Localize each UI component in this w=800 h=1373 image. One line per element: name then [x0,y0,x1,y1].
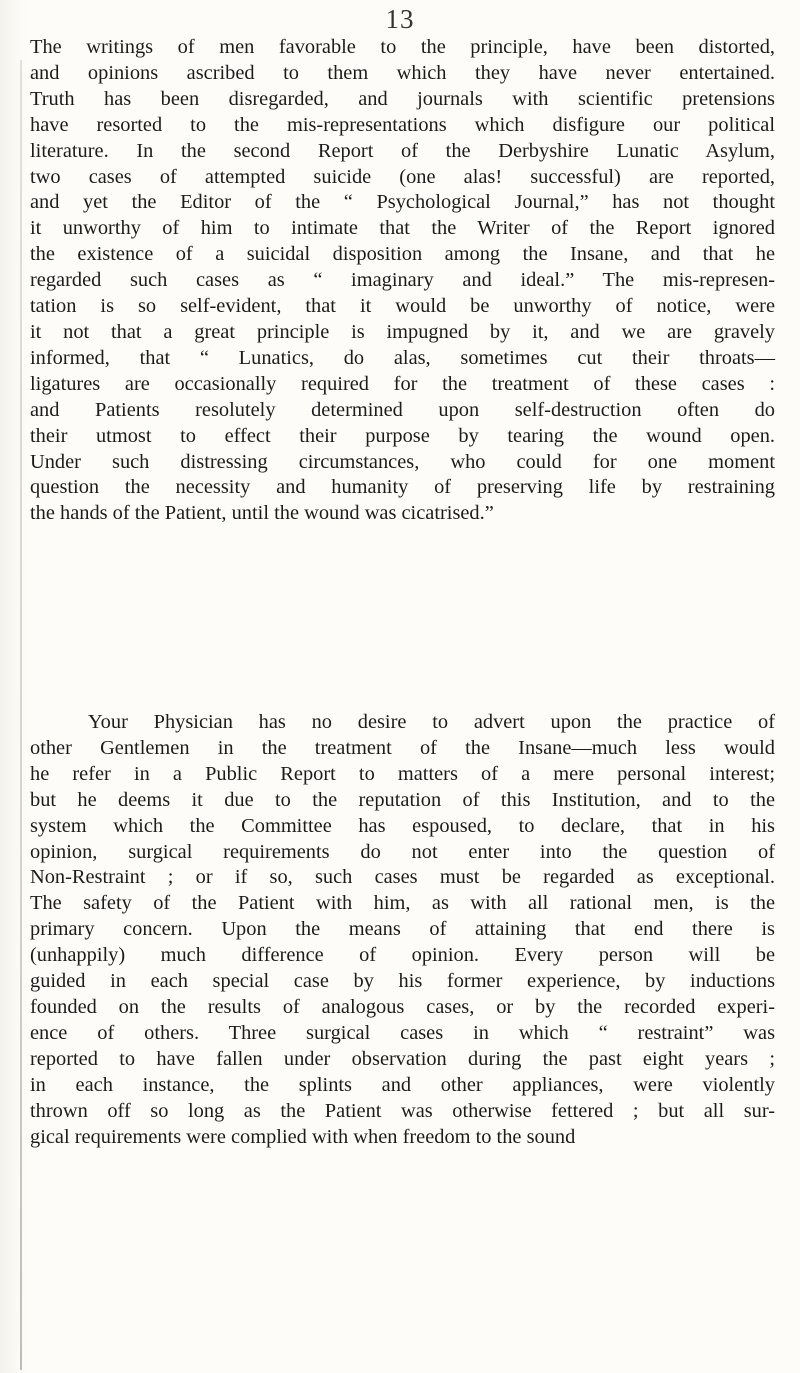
text-line: opinion, surgical requirements do not enter into the question of [30,840,775,863]
text-line: and yet the Editor of the “ Psychological Journal,” has not thought [30,191,775,214]
text-line: Non-Restraint ; or if so, such cases must be regarded as exceptional. [30,866,775,889]
text-line: and Patients resolutely determined upon self-destruction often do [30,398,775,421]
binding-edge [20,60,22,1370]
text-line: question the necessity and humanity of preserving life by restraining [30,476,775,499]
text-line: the existence of a suicidal disposition among the Insane, and that he [30,243,775,266]
page-gutter-shadow [0,0,28,1373]
text-line: regarded such cases as “ imaginary and ideal.” The mis-represen- [30,269,775,292]
text-line: he refer in a Public Report to matters of a mere personal interest; [30,762,775,785]
text-line: The safety of the Patient with him, as with all rational men, is the [30,892,775,915]
page-number: 13 [385,4,415,34]
text-line: Under such distressing circumstances, who could for one moment [30,450,775,473]
text-line: it not that a great principle is impugned by it, and we are gravely [30,320,775,343]
text-line: informed, that “ Lunatics, do alas, sometimes cut their throats— [30,346,775,369]
text-line: founded on the results of analogous cases, or by the recorded experi- [30,995,775,1018]
paragraph-2 [30,710,775,1150]
text-line: it unworthy of him to intimate that the Writer of the Report ignored [30,217,775,240]
text-line: ligatures are occasionally required for the treatment of these cases : [30,372,775,395]
text-line: tation is so self-evident, that it would be unworthy of notice, were [30,295,775,318]
text-line: (unhappily) much difference of opinion. Every person will be [30,944,775,967]
text-line: system which the Committee has espoused, to declare, that in his [30,814,775,837]
text-line: Truth has been disregarded, and journals with scientific pretensions [30,87,775,110]
text-line: thrown off so long as the Patient was otherwise fettered ; but all sur- [30,1099,775,1122]
text-line: the hands of the Patient, until the wound was cicatrised.” [30,502,494,525]
text-line: in each instance, the splints and other appliances, were violently [30,1073,775,1096]
text-line: reported to have fallen under observation during the past eight years ; [30,1047,775,1070]
text-line: other Gentlemen in the treatment of the Insane—much less would [30,736,775,759]
text-line: gical requirements were complied with when freedom to the sound [30,1125,576,1148]
text-line: have resorted to the mis-representations which disfigure our political [30,113,775,136]
paragraph-1 [30,35,775,527]
text-line: ence of others. Three surgical cases in which “ restraint” was [30,1021,775,1044]
text-line: literature. In the second Report of the Derbyshire Lunatic Asylum, [30,139,775,162]
text-line: but he deems it due to the reputation of this Institution, and to the [30,788,775,811]
text-line: primary concern. Upon the means of attaining that end there is [30,918,775,941]
text-line: Your Physician has no desire to advert upon the practice of [88,711,775,733]
text-line: their utmost to effect their purpose by tearing the wound open. [30,424,775,447]
text-line: and opinions ascribed to them which they have never entertained. [30,61,775,84]
text-line: two cases of attempted suicide (one alas! successful) are reported, [30,165,775,188]
text-line: guided in each special case by his former experience, by inductions [30,970,775,993]
text-line: The writings of men favorable to the principle, have been distorted, [30,36,775,58]
